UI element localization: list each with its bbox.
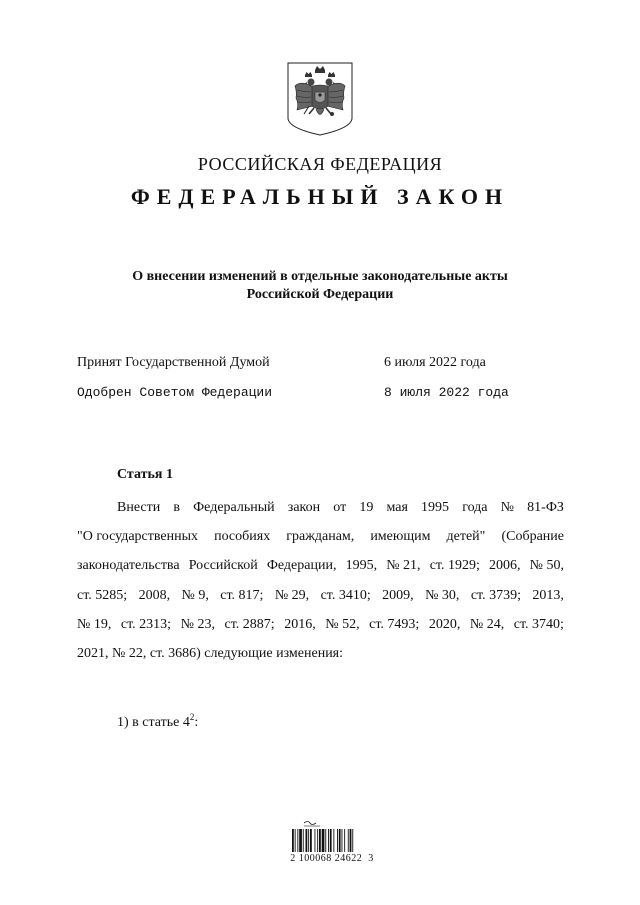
approved-by-council-date: 8 июля 2022 года (384, 385, 509, 400)
article-1-word: детей" (446, 529, 486, 545)
article-1-word: Внести (117, 500, 161, 515)
article-1-word: Российской (188, 558, 258, 574)
article-1-word: ст. 7493; (369, 616, 420, 632)
item-1-superscript: 2 (189, 712, 195, 722)
article-1-line (77, 493, 564, 522)
article-1-word: № 30, (425, 587, 460, 603)
article-1-word: 2006, (488, 558, 521, 574)
article-1-body (77, 493, 564, 668)
adopted-by-duma-date: 6 июля 2022 года (384, 355, 486, 370)
article-1-word: № 24, (469, 616, 505, 632)
article-1-word: (Собрание (501, 529, 564, 545)
article-1-word: ст. 3410; (320, 587, 371, 603)
article-1-word: мая (386, 500, 408, 515)
article-1-word: 2021, № 22, ст. 3686) следующие изменения: (77, 645, 344, 661)
law-subject-line-1: О внесении изменений в отдельные законодательные акты (132, 269, 508, 284)
article-1-word: 2013, (532, 587, 564, 603)
article-1-word: ст. 2313; (120, 616, 172, 632)
article-1-word: № 50, (529, 558, 564, 574)
article-1-line (77, 522, 564, 551)
item-1-colon: : (194, 715, 199, 730)
article-1-word: 2009, (382, 587, 414, 603)
article-1-word: ст. 2887; (224, 616, 275, 632)
article-1-line (77, 610, 564, 639)
adopted-by-duma-label: Принят Государственной Думой (77, 355, 270, 370)
coat-of-arms-emblem (287, 62, 353, 136)
article-1-word: имеющим (370, 529, 431, 545)
article-1-word: в (173, 500, 180, 515)
article-1-word: ст. 1929; (429, 558, 480, 574)
article-1-line (77, 551, 564, 580)
article-1-item-1 (117, 712, 198, 731)
article-1-title: Статья 1 (117, 467, 173, 482)
article-1-word: законодательства (77, 558, 180, 574)
article-1-word: пособиях (214, 529, 271, 545)
article-1-word: № 21, (386, 558, 421, 574)
article-1-word: ст. 3740; (513, 616, 564, 632)
article-1-word: № 23, (180, 616, 215, 632)
article-1-word: Федеральный (193, 500, 275, 515)
article-1-line (77, 639, 564, 668)
article-1-word: 1995, (345, 558, 378, 574)
article-1-word: 1995 (421, 500, 450, 515)
article-1-word: закон (287, 500, 321, 515)
article-1-word: года (462, 500, 488, 515)
article-1-line (77, 581, 564, 610)
article-1-word: 2020, (428, 616, 461, 632)
article-1-word: ст. 817; (220, 587, 264, 603)
article-1-word: № (500, 500, 515, 515)
article-1-word: 19 (359, 500, 374, 515)
article-1-word: ст. 5285; (77, 587, 128, 603)
law-subject-title (60, 268, 580, 304)
article-1-word: № 9, (181, 587, 209, 603)
item-1-text: 1) в статье 4 (117, 715, 190, 730)
approved-by-council-label: Одобрен Советом Федерации (77, 385, 273, 400)
barcode-digits: 2 100068 24622 3 (290, 853, 374, 864)
law-subject-line-2: Российской Федерации (246, 287, 394, 302)
article-1-word: 81-ФЗ (527, 500, 564, 515)
article-1-word: Федерации, (266, 558, 337, 574)
barcode-image (290, 815, 380, 875)
article-1-word: № 52, (325, 616, 360, 632)
article-1-word: № 29, (274, 587, 310, 603)
article-1-word: от (333, 500, 347, 515)
article-1-word: № 19, (77, 616, 112, 632)
article-1-word: 2016, (284, 616, 316, 632)
article-1-word: ст. 3739; (470, 587, 522, 603)
country-heading: РОССИЙСКАЯ ФЕДЕРАЦИЯ (197, 154, 443, 174)
article-1-word: гражданам, (286, 529, 355, 545)
law-type-title: ФЕДЕРАЛЬНЫЙ ЗАКОН (130, 184, 510, 209)
article-1-word: "О государственных (77, 529, 199, 545)
article-1-word: 2008, (138, 587, 171, 603)
